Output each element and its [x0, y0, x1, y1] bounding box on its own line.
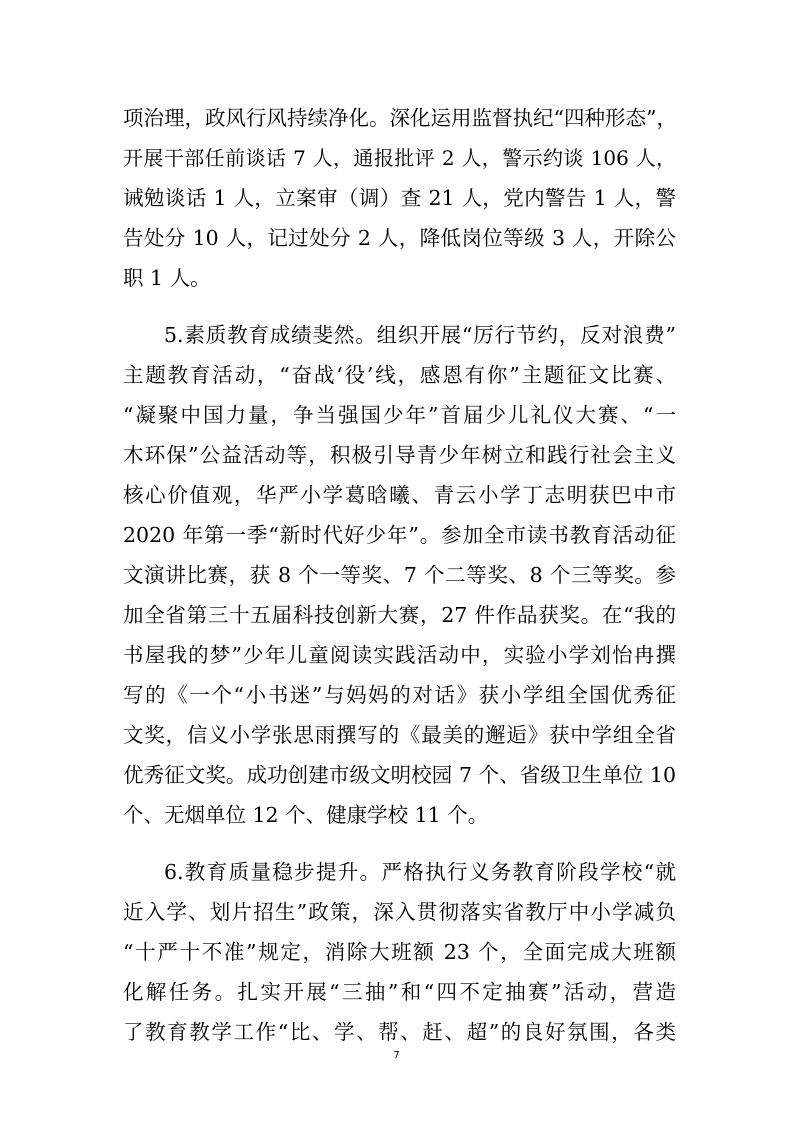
- text-line: 书屋我的梦”少年儿童阅读实践活动中，实验小学刘怡冉撰: [123, 643, 676, 667]
- text-line: “凝聚中国力量，争当强国少年”首届少儿礼仪大赛、“一: [123, 403, 676, 427]
- text-line: 文演讲比赛，获 8 个一等奖、7 个二等奖、8 个三等奖。参: [123, 563, 676, 587]
- paragraph-gap: [123, 298, 676, 315]
- text-line: 告处分 10 人，记过处分 2 人，降低岗位等级 3 人，开除公: [123, 226, 676, 250]
- text-line: “十严十不准”规定，消除大班额 23 个，全面完成大班额: [123, 940, 676, 964]
- text-line: 6.教育质量稳步提升。严格执行义务教育阶段学校“就: [164, 860, 676, 884]
- text-line: 5.素质教育成绩斐然。组织开展“厉行节约，反对浪费”: [164, 323, 676, 347]
- text-line: 开展干部任前谈话 7 人，通报批评 2 人，警示约谈 106 人，: [123, 146, 676, 170]
- paragraph-quality-education: [123, 315, 676, 835]
- paragraph-discipline: [123, 98, 676, 298]
- text-line: 写的《一个“小书迷”与妈妈的对话》获小学组全国优秀征: [123, 683, 676, 707]
- text-line: 了教育教学工作“比、学、帮、赶、超”的良好氛围，各类: [123, 1020, 676, 1044]
- text-line: 职 1 人。: [123, 266, 211, 290]
- paragraph-education-quality: [123, 852, 676, 1052]
- text-line: 2020 年第一季“新时代好少年”。参加全市读书教育活动征: [123, 523, 676, 547]
- text-line: 文奖，信义小学张思雨撰写的《最美的邂逅》获中学组全省: [123, 723, 676, 747]
- text-line: 化解任务。扎实开展“三抽”和“四不定抽赛”活动，营造: [123, 980, 676, 1004]
- text-line: 主题教育活动，“奋战‘役’线，感恩有你”主题征文比赛、: [123, 363, 676, 387]
- text-line: 优秀征文奖。成功创建市级文明校园 7 个、省级卫生单位 10: [123, 763, 676, 787]
- text-line: 木环保”公益活动等，积极引导青少年树立和践行社会主义: [123, 443, 676, 467]
- page-number: 7: [393, 1050, 400, 1061]
- text-line: 项治理，政风行风持续净化。深化运用监督执纪“四种形态”，: [123, 106, 677, 130]
- text-line: 近入学、划片招生”政策，深入贯彻落实省教厅中小学减负: [123, 900, 676, 924]
- text-line: 诫勉谈话 1 人，立案审（调）查 21 人，党内警告 1 人，警: [123, 186, 676, 210]
- paragraph-gap: [123, 835, 676, 852]
- body-text: [123, 98, 676, 1052]
- text-line: 个、无烟单位 12 个、健康学校 11 个。: [123, 803, 489, 827]
- text-line: 核心价值观，华严小学葛晗曦、青云小学丁志明获巴中市: [123, 483, 676, 507]
- text-line: 加全省第三十五届科技创新大赛，27 件作品获奖。在“我的: [123, 603, 676, 627]
